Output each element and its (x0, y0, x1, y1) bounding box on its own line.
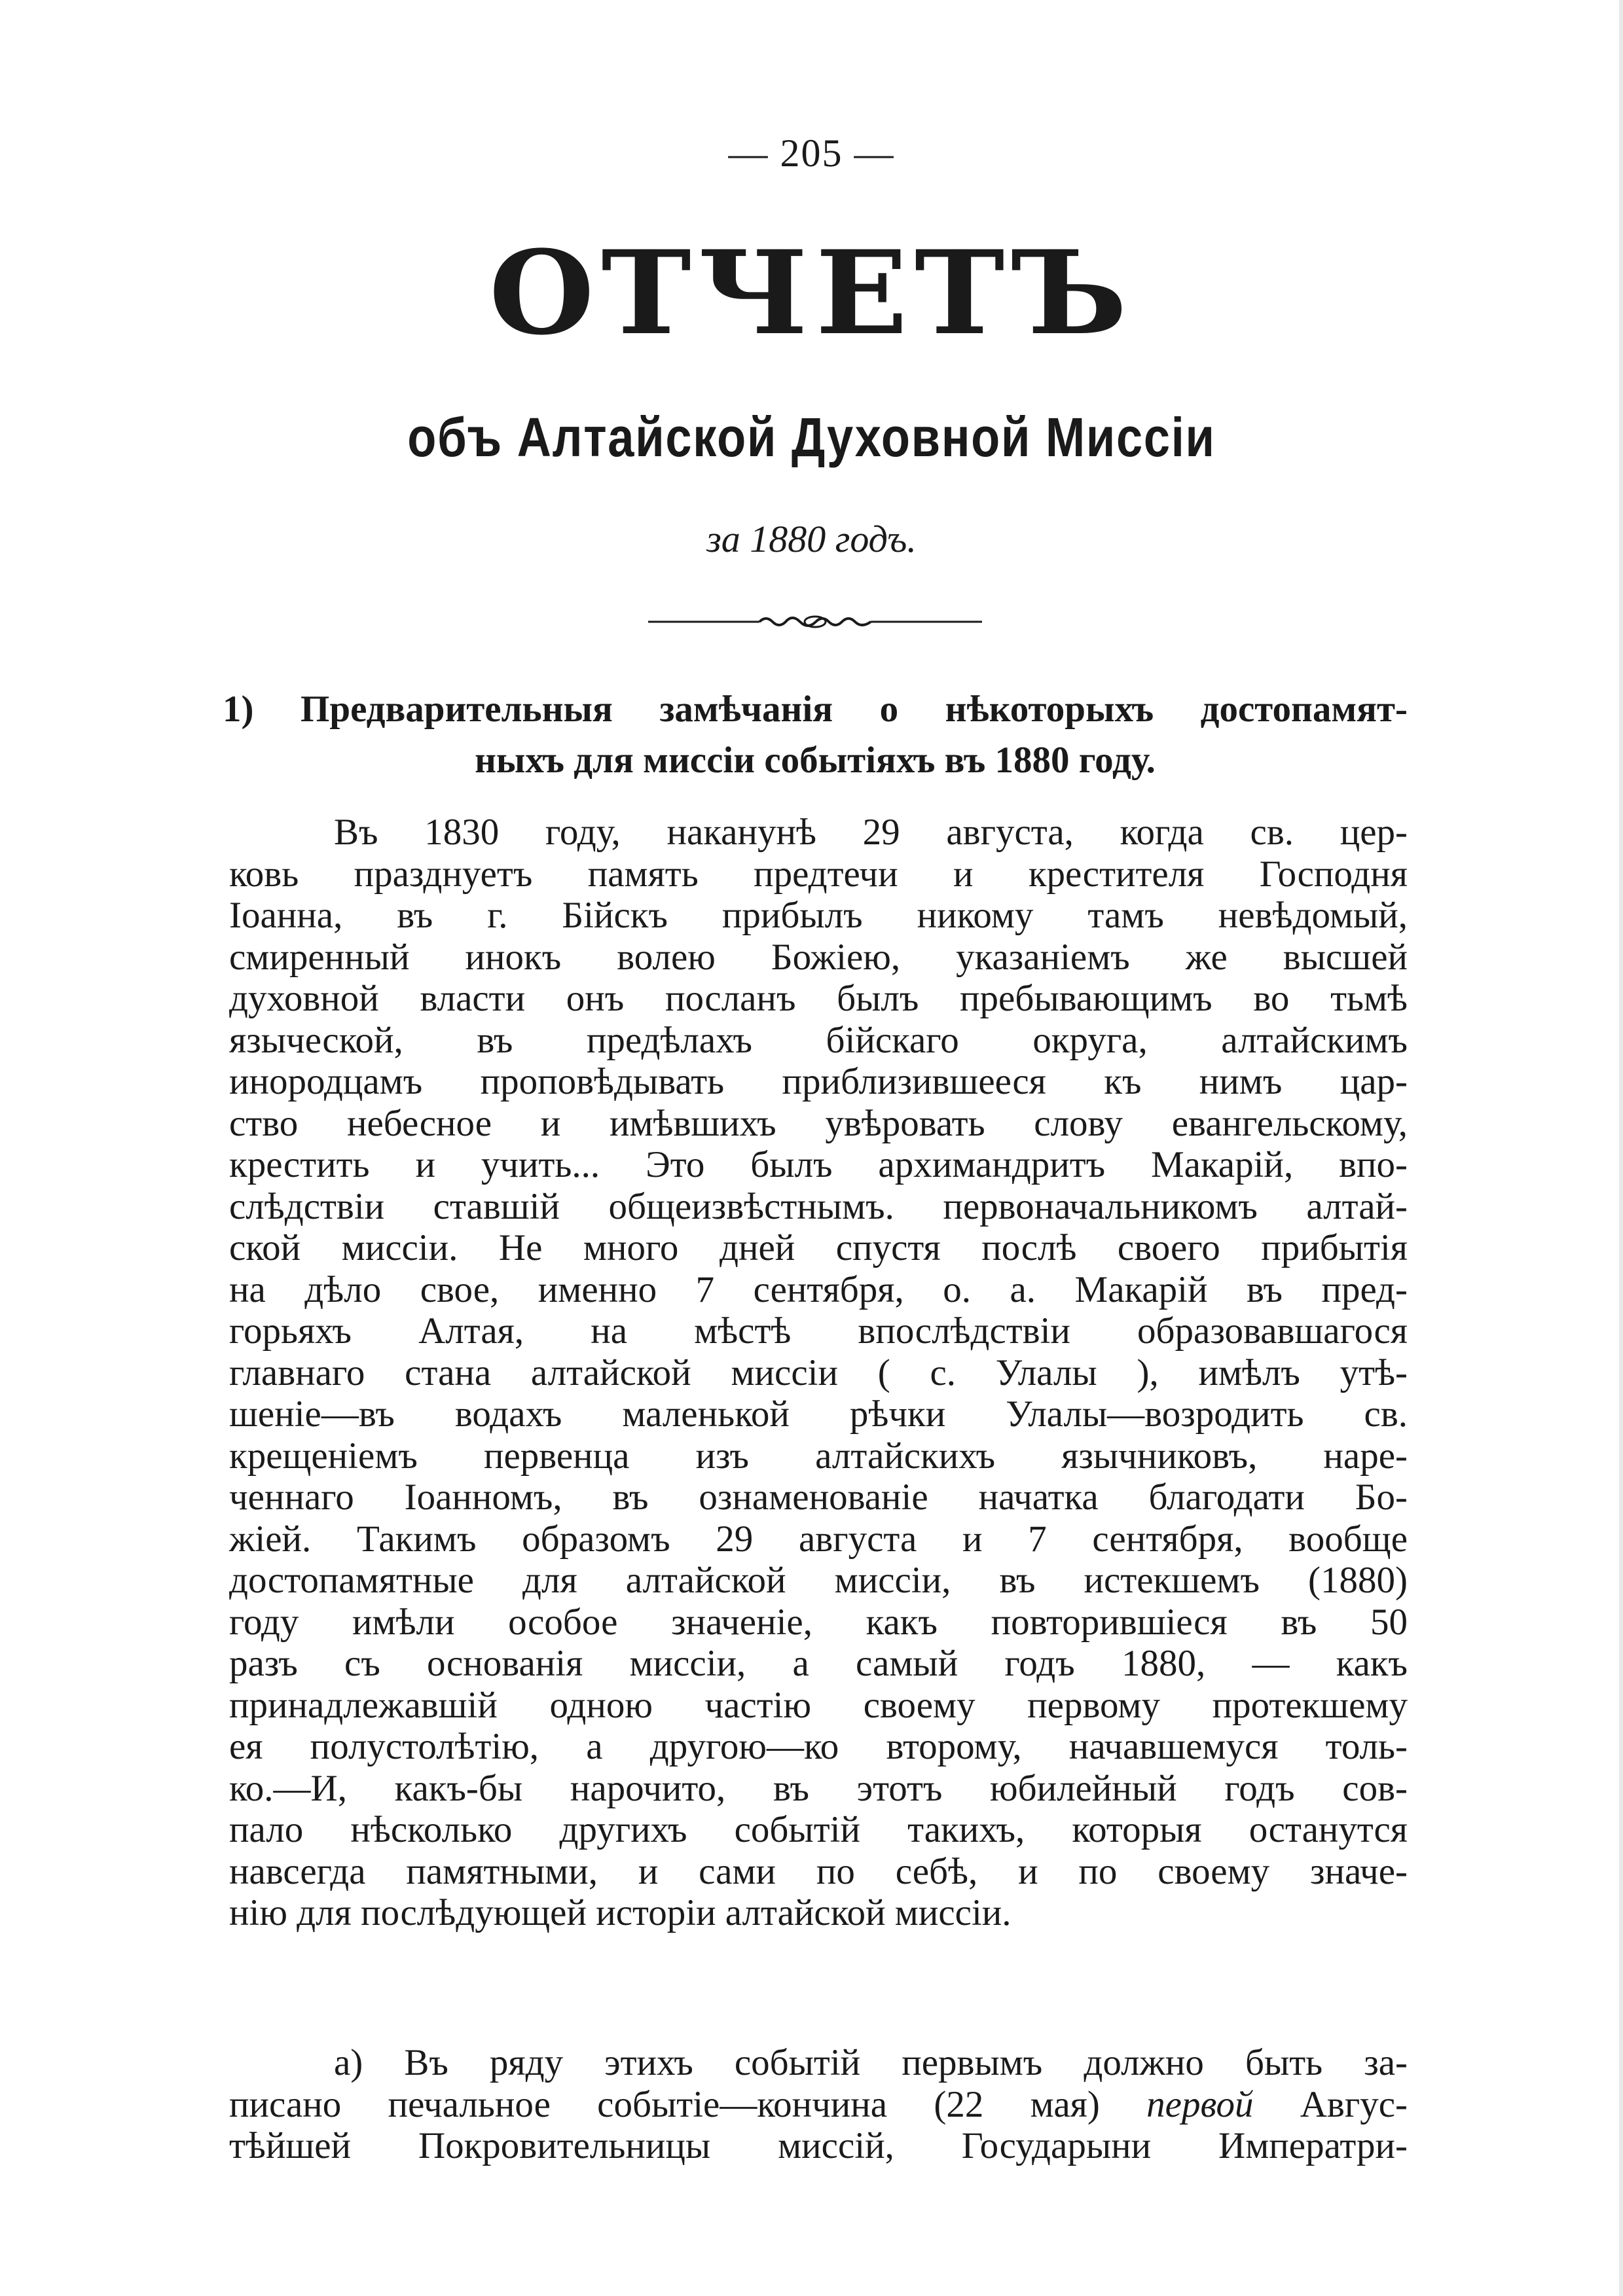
text-line: слѣдствіи ставшій общеизвѣстнымъ. первоначальникомъ алтай- (229, 1185, 1408, 1227)
paragraph-1 (229, 812, 1408, 1934)
section-heading-line: ныхъ для миссіи событіяхъ въ 1880 году. (475, 740, 1156, 781)
text-line: языческой, въ предѣлахъ бійскаго округа, алтайскимъ (229, 1019, 1408, 1061)
text-line: ко.—И, какъ-бы нарочито, въ этотъ юбилейный годъ сов- (229, 1767, 1408, 1809)
text-line (229, 2084, 1408, 2126)
text-line: ской миссіи. Не много дней спустя послѣ своего прибытія (229, 1227, 1408, 1268)
year-line: за 1880 годъ. (706, 518, 917, 560)
text-line: крещеніемъ первенца изъ алтайскихъ язычниковъ, наре- (229, 1435, 1408, 1477)
text-line: ковь празднуетъ память предтечи и крестителя Господня (229, 853, 1408, 895)
text-line: горьяхъ Алтая, на мѣстѣ впослѣдствіи образовавшагося (229, 1310, 1408, 1352)
text-run: писано печальное событіе—кончина (22 мая) (229, 2083, 1100, 2125)
text-line: духовной власти онъ посланъ былъ пребывающимъ во тьмѣ (229, 978, 1408, 1019)
ornament-divider (648, 609, 982, 635)
text-line: смиренный инокъ волею Божіею, указаніемъ же высшей (229, 936, 1408, 978)
text-line: пало нѣсколько другихъ событій такихъ, которыя останутся (229, 1809, 1408, 1850)
text-line: навсегда памятными, и сами по себѣ, и по своему значе- (229, 1850, 1408, 1892)
text-line: а) Въ ряду этихъ событій первымъ должно быть за- (334, 2042, 1408, 2083)
text-line: ченнаго Іоанномъ, въ ознаменованіе начатка благодати Бо- (229, 1477, 1408, 1518)
text-line: году имѣли особое значеніе, какъ повторившіеся въ 50 (229, 1601, 1408, 1643)
page-title: ОТЧЕТЪ (488, 225, 1135, 361)
text-line: жіей. Такимъ образомъ 29 августа и 7 сентября, вообще (229, 1518, 1408, 1560)
text-line: ство небесное и имѣвшихъ увѣровать слову евангельскому, (229, 1102, 1408, 1144)
text-line: достопамятные для алтайской миссіи, въ истекшемъ (1880) (229, 1560, 1408, 1601)
text-line: ея полустолѣтію, а другою—ко второму, начавшемуся толь- (229, 1726, 1408, 1767)
paragraph-2 (229, 2042, 1408, 2167)
text-run: Авгус- (1300, 2083, 1408, 2125)
text-line: инородцамъ проповѣдывать приблизившееся къ нимъ цар- (229, 1061, 1408, 1102)
page-number: — 205 — (728, 132, 895, 175)
italic-text: первой (1146, 2083, 1254, 2125)
text-line: принадлежавшій одною частію своему первому протекшему (229, 1684, 1408, 1726)
text-line: тѣйшей Покровительницы миссій, Государыни Императри- (229, 2125, 1408, 2166)
text-line: нію для послѣдующей исторіи алтайской миссіи. (229, 1892, 1012, 1933)
text-line: Іоанна, въ г. Бійскъ прибылъ никому тамъ невѣдомый, (229, 895, 1408, 936)
text-line: главнаго стана алтайской миссіи ( с. Улалы ), имѣлъ утѣ- (229, 1352, 1408, 1393)
text-line: на дѣло свое, именно 7 сентября, о. а. Макарій въ пред- (229, 1268, 1408, 1310)
text-line: крестить и учить... Это былъ архимандритъ Макарій, впо- (229, 1144, 1408, 1185)
text-line: шеніе—въ водахъ маленькой рѣчки Улалы—возродить св. (229, 1393, 1408, 1435)
section-heading-line: 1) Предварительныя замѣчанія о нѣкоторыхъ достопамят- (223, 689, 1408, 730)
section-heading (223, 684, 1408, 786)
text-line: Въ 1830 году, наканунѣ 29 августа, когда св. цер- (334, 812, 1408, 853)
text-line: разъ съ основанія миссіи, а самый годъ 1880, — какъ (229, 1643, 1408, 1684)
page-subtitle: объ Алтайской Духовной Миссіи (407, 406, 1216, 468)
